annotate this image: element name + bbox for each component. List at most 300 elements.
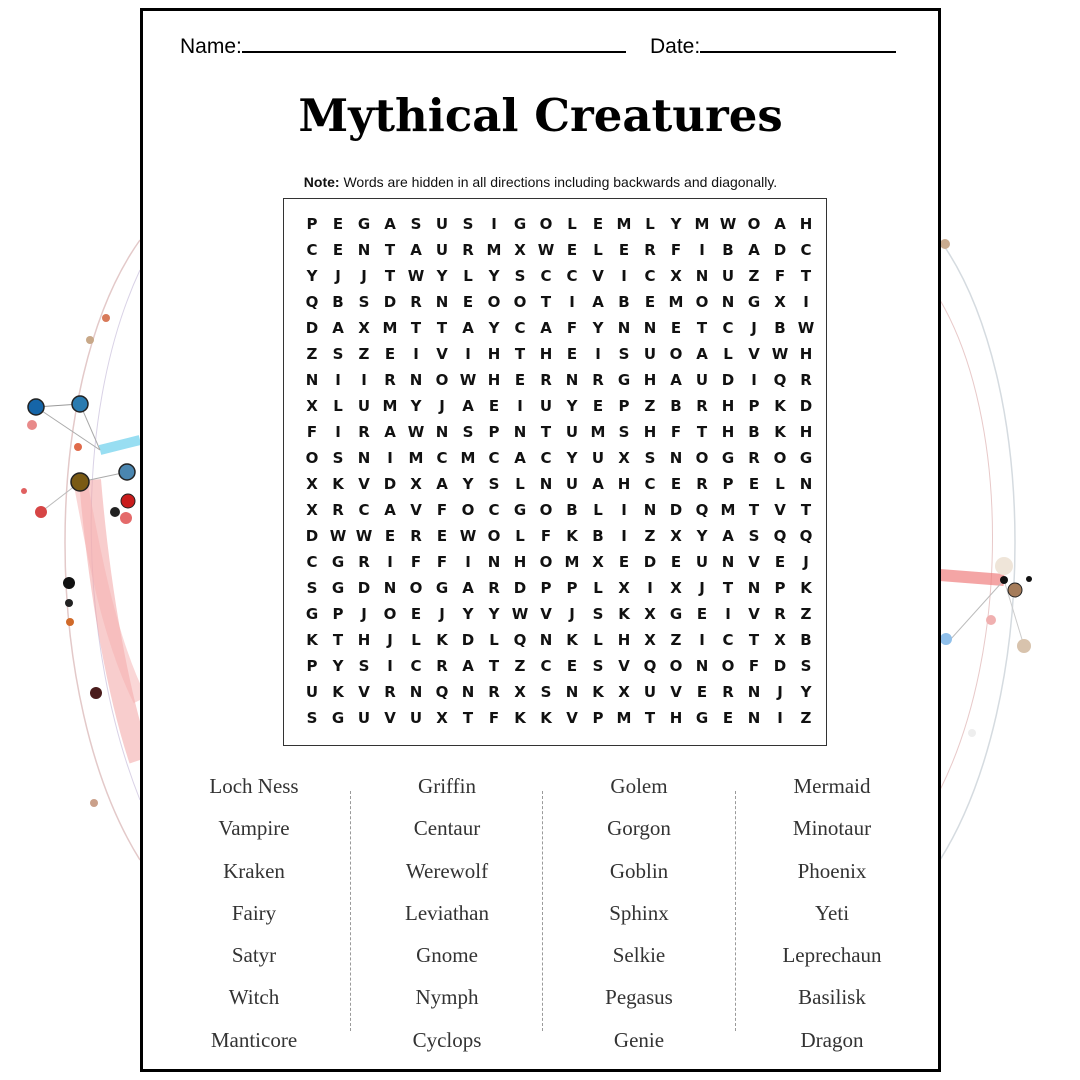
grid-letter[interactable]: M xyxy=(382,319,398,337)
grid-letter[interactable]: C xyxy=(410,657,422,675)
grid-letter[interactable]: O xyxy=(461,501,475,519)
grid-letter[interactable]: I xyxy=(647,579,653,597)
grid-letter[interactable]: J xyxy=(803,553,809,571)
grid-letter[interactable]: P xyxy=(332,605,344,623)
grid-letter[interactable]: X xyxy=(514,683,526,701)
grid-letter[interactable]: A xyxy=(384,423,396,441)
grid-letter[interactable]: L xyxy=(723,345,733,363)
grid-letter[interactable]: N xyxy=(565,371,579,389)
grid-letter[interactable]: E xyxy=(618,241,630,259)
grid-letter[interactable]: N xyxy=(305,371,319,389)
grid-letter[interactable]: X xyxy=(670,267,682,285)
grid-letter[interactable]: O xyxy=(747,215,761,233)
grid-letter[interactable]: Y xyxy=(670,215,682,233)
grid-letter[interactable]: K xyxy=(592,683,604,701)
grid-letter[interactable]: L xyxy=(593,501,603,519)
grid-letter[interactable]: S xyxy=(540,683,552,701)
grid-letter[interactable]: G xyxy=(617,371,631,389)
grid-letter[interactable]: P xyxy=(722,475,734,493)
grid-letter[interactable]: A xyxy=(462,657,474,675)
grid-letter[interactable]: O xyxy=(383,605,397,623)
grid-letter[interactable]: D xyxy=(513,579,527,597)
grid-letter[interactable]: R xyxy=(592,371,604,389)
grid-letter[interactable]: F xyxy=(488,709,500,727)
grid-letter[interactable]: N xyxy=(747,683,761,701)
grid-letter[interactable]: T xyxy=(748,631,760,649)
grid-letter[interactable]: M xyxy=(720,501,736,519)
grid-letter[interactable]: A xyxy=(384,501,396,519)
grid-letter[interactable]: O xyxy=(721,657,735,675)
grid-letter[interactable]: N xyxy=(513,423,527,441)
grid-letter[interactable]: V xyxy=(618,657,630,675)
grid-letter[interactable]: D xyxy=(305,319,319,337)
grid-letter[interactable]: Y xyxy=(488,605,500,623)
grid-letter[interactable]: F xyxy=(540,527,552,545)
grid-letter[interactable]: X xyxy=(306,501,318,519)
grid-letter[interactable]: C xyxy=(644,475,656,493)
name-field[interactable] xyxy=(180,31,626,59)
grid-letter[interactable]: T xyxy=(384,241,396,259)
grid-letter[interactable]: F xyxy=(670,241,682,259)
grid-letter[interactable]: E xyxy=(566,241,578,259)
grid-letter[interactable]: T xyxy=(514,345,526,363)
grid-letter[interactable]: C xyxy=(800,241,812,259)
grid-letter[interactable]: G xyxy=(331,553,345,571)
grid-letter[interactable]: E xyxy=(592,215,604,233)
grid-letter[interactable]: I xyxy=(621,267,627,285)
grid-letter[interactable]: I xyxy=(465,345,471,363)
grid-letter[interactable]: N xyxy=(643,501,657,519)
grid-letter[interactable]: X xyxy=(644,631,656,649)
grid-letter[interactable]: S xyxy=(462,215,474,233)
grid-letter[interactable]: E xyxy=(566,657,578,675)
grid-letter[interactable]: Z xyxy=(644,397,656,415)
grid-letter[interactable]: L xyxy=(463,267,473,285)
grid-letter[interactable]: L xyxy=(593,241,603,259)
grid-letter[interactable]: A xyxy=(410,241,422,259)
grid-letter[interactable]: D xyxy=(643,553,657,571)
grid-letter[interactable]: M xyxy=(616,709,632,727)
grid-letter[interactable]: H xyxy=(643,423,657,441)
grid-letter[interactable]: P xyxy=(540,579,552,597)
grid-letter[interactable]: I xyxy=(699,241,705,259)
grid-letter[interactable]: E xyxy=(722,709,734,727)
grid-letter[interactable]: K xyxy=(436,631,448,649)
grid-letter[interactable]: B xyxy=(774,319,786,337)
grid-letter[interactable]: R xyxy=(488,579,500,597)
grid-letter[interactable]: V xyxy=(748,553,760,571)
grid-letter[interactable]: X xyxy=(410,475,422,493)
grid-letter[interactable]: U xyxy=(565,475,579,493)
grid-letter[interactable]: N xyxy=(435,293,449,311)
grid-letter[interactable]: V xyxy=(670,683,682,701)
grid-letter[interactable]: Y xyxy=(696,527,708,545)
grid-letter[interactable]: A xyxy=(670,371,682,389)
grid-letter[interactable]: L xyxy=(515,527,525,545)
grid-letter[interactable]: O xyxy=(773,449,787,467)
grid-letter[interactable]: L xyxy=(593,579,603,597)
grid-letter[interactable]: E xyxy=(696,605,708,623)
grid-letter[interactable]: N xyxy=(669,449,683,467)
grid-letter[interactable]: X xyxy=(670,527,682,545)
grid-letter[interactable]: Q xyxy=(773,527,787,545)
grid-letter[interactable]: T xyxy=(540,293,552,311)
grid-letter[interactable]: K xyxy=(618,605,630,623)
grid-letter[interactable]: Q xyxy=(773,371,787,389)
grid-letter[interactable]: W xyxy=(797,319,815,337)
grid-letter[interactable]: C xyxy=(722,319,734,337)
grid-letter[interactable]: L xyxy=(515,475,525,493)
grid-letter[interactable]: G xyxy=(331,709,345,727)
grid-letter[interactable]: A xyxy=(436,475,448,493)
grid-letter[interactable]: W xyxy=(355,527,373,545)
grid-letter[interactable]: F xyxy=(748,657,760,675)
grid-letter[interactable]: B xyxy=(722,241,734,259)
grid-letter[interactable]: E xyxy=(566,345,578,363)
grid-letter[interactable]: C xyxy=(540,267,552,285)
grid-letter[interactable]: P xyxy=(566,579,578,597)
grid-letter[interactable]: I xyxy=(725,605,731,623)
grid-letter[interactable]: V xyxy=(748,605,760,623)
grid-letter[interactable]: G xyxy=(305,605,319,623)
grid-letter[interactable]: X xyxy=(306,475,318,493)
grid-letter[interactable]: O xyxy=(409,579,423,597)
grid-letter[interactable]: N xyxy=(721,553,735,571)
grid-letter[interactable]: K xyxy=(566,527,578,545)
grid-letter[interactable]: H xyxy=(799,423,813,441)
grid-letter[interactable]: A xyxy=(592,293,604,311)
grid-letter[interactable]: S xyxy=(618,423,630,441)
grid-letter[interactable]: R xyxy=(410,293,422,311)
grid-letter[interactable]: O xyxy=(487,293,501,311)
grid-letter[interactable]: P xyxy=(306,215,318,233)
grid-letter[interactable]: B xyxy=(618,293,630,311)
grid-letter[interactable]: S xyxy=(306,579,318,597)
grid-letter[interactable]: J xyxy=(699,579,705,597)
grid-letter[interactable]: H xyxy=(643,371,657,389)
grid-letter[interactable]: N xyxy=(409,683,423,701)
grid-letter[interactable]: N xyxy=(383,579,397,597)
grid-letter[interactable]: F xyxy=(410,553,422,571)
grid-letter[interactable]: V xyxy=(592,267,604,285)
grid-letter[interactable]: U xyxy=(435,215,449,233)
grid-letter[interactable]: R xyxy=(800,371,812,389)
grid-letter[interactable]: C xyxy=(488,449,500,467)
grid-letter[interactable]: N xyxy=(617,319,631,337)
grid-letter[interactable]: Y xyxy=(488,319,500,337)
grid-letter[interactable]: G xyxy=(799,449,813,467)
grid-letter[interactable]: W xyxy=(511,605,529,623)
grid-letter[interactable]: N xyxy=(721,293,735,311)
grid-letter[interactable]: O xyxy=(487,527,501,545)
grid-letter[interactable]: Z xyxy=(748,267,760,285)
grid-letter[interactable]: B xyxy=(670,397,682,415)
grid-letter[interactable]: W xyxy=(459,527,477,545)
grid-letter[interactable]: J xyxy=(361,267,367,285)
grid-letter[interactable]: W xyxy=(771,345,789,363)
grid-letter[interactable]: S xyxy=(462,423,474,441)
grid-letter[interactable]: U xyxy=(305,683,319,701)
grid-letter[interactable]: K xyxy=(774,397,786,415)
grid-letter[interactable]: I xyxy=(777,709,783,727)
grid-letter[interactable]: J xyxy=(777,683,783,701)
grid-letter[interactable]: C xyxy=(306,241,318,259)
grid-letter[interactable]: S xyxy=(592,657,604,675)
grid-letter[interactable]: P xyxy=(306,657,318,675)
grid-letter[interactable]: U xyxy=(643,345,657,363)
grid-letter[interactable]: R xyxy=(488,683,500,701)
grid-letter[interactable]: H xyxy=(487,345,501,363)
grid-letter[interactable]: R xyxy=(774,605,786,623)
grid-letter[interactable]: C xyxy=(644,267,656,285)
grid-letter[interactable]: L xyxy=(645,215,655,233)
grid-letter[interactable]: E xyxy=(774,553,786,571)
grid-letter[interactable]: S xyxy=(332,449,344,467)
grid-letter[interactable]: E xyxy=(748,475,760,493)
grid-letter[interactable]: A xyxy=(462,397,474,415)
grid-letter[interactable]: X xyxy=(618,683,630,701)
grid-letter[interactable]: Z xyxy=(800,605,812,623)
grid-letter[interactable]: Y xyxy=(566,397,578,415)
grid-letter[interactable]: S xyxy=(488,475,500,493)
grid-letter[interactable]: N xyxy=(565,683,579,701)
grid-letter[interactable]: J xyxy=(361,605,367,623)
grid-letter[interactable]: Y xyxy=(410,397,422,415)
grid-letter[interactable]: V xyxy=(748,345,760,363)
grid-letter[interactable]: V xyxy=(384,709,396,727)
grid-letter[interactable]: E xyxy=(670,553,682,571)
grid-letter[interactable]: F xyxy=(436,553,448,571)
grid-letter[interactable]: X xyxy=(514,241,526,259)
grid-letter[interactable]: R xyxy=(358,423,370,441)
grid-letter[interactable]: K xyxy=(566,631,578,649)
grid-letter[interactable]: O xyxy=(305,449,319,467)
grid-letter[interactable]: P xyxy=(774,579,786,597)
grid-letter[interactable]: D xyxy=(305,527,319,545)
grid-letter[interactable]: W xyxy=(537,241,555,259)
grid-letter[interactable]: P xyxy=(488,423,500,441)
grid-letter[interactable]: S xyxy=(514,267,526,285)
grid-letter[interactable]: L xyxy=(333,397,343,415)
grid-letter[interactable]: Z xyxy=(306,345,318,363)
grid-letter[interactable]: K xyxy=(540,709,552,727)
grid-letter[interactable]: U xyxy=(409,709,423,727)
grid-letter[interactable]: Y xyxy=(592,319,604,337)
grid-letter[interactable]: T xyxy=(722,579,734,597)
grid-letter[interactable]: C xyxy=(358,501,370,519)
grid-letter[interactable]: D xyxy=(383,475,397,493)
grid-letter[interactable]: S xyxy=(748,527,760,545)
grid-letter[interactable]: E xyxy=(332,241,344,259)
grid-letter[interactable]: P xyxy=(592,709,604,727)
grid-letter[interactable]: W xyxy=(329,527,347,545)
grid-letter[interactable]: I xyxy=(387,553,393,571)
grid-letter[interactable]: J xyxy=(439,397,445,415)
grid-letter[interactable]: H xyxy=(357,631,371,649)
grid-letter[interactable]: S xyxy=(618,345,630,363)
grid-letter[interactable]: A xyxy=(748,241,760,259)
grid-letter[interactable]: R xyxy=(410,527,422,545)
grid-letter[interactable]: F xyxy=(306,423,318,441)
grid-letter[interactable]: M xyxy=(486,241,502,259)
grid-letter[interactable]: Q xyxy=(513,631,527,649)
grid-letter[interactable]: L xyxy=(489,631,499,649)
grid-letter[interactable]: G xyxy=(513,215,527,233)
grid-letter[interactable]: H xyxy=(799,215,813,233)
grid-letter[interactable]: V xyxy=(774,501,786,519)
grid-letter[interactable]: I xyxy=(361,371,367,389)
grid-letter[interactable]: R xyxy=(748,449,760,467)
grid-letter[interactable]: Q xyxy=(695,501,709,519)
grid-letter[interactable]: H xyxy=(539,345,553,363)
grid-letter[interactable]: U xyxy=(591,449,605,467)
grid-letter[interactable]: G xyxy=(513,501,527,519)
grid-letter[interactable]: Y xyxy=(488,267,500,285)
grid-letter[interactable]: O xyxy=(435,371,449,389)
grid-letter[interactable]: I xyxy=(387,657,393,675)
grid-letter[interactable]: E xyxy=(436,527,448,545)
grid-letter[interactable]: F xyxy=(670,423,682,441)
grid-letter[interactable]: O xyxy=(695,293,709,311)
grid-letter[interactable]: M xyxy=(564,553,580,571)
grid-letter[interactable]: N xyxy=(799,475,813,493)
grid-letter[interactable]: D xyxy=(669,501,683,519)
grid-letter[interactable]: X xyxy=(618,579,630,597)
grid-letter[interactable]: I xyxy=(387,449,393,467)
grid-letter[interactable]: U xyxy=(695,553,709,571)
grid-letter[interactable]: S xyxy=(332,345,344,363)
grid-letter[interactable]: N xyxy=(643,319,657,337)
grid-letter[interactable]: N xyxy=(695,657,709,675)
grid-letter[interactable]: U xyxy=(435,241,449,259)
grid-letter[interactable]: T xyxy=(436,319,448,337)
grid-letter[interactable]: Q xyxy=(643,657,657,675)
grid-letter[interactable]: R xyxy=(358,553,370,571)
grid-letter[interactable]: K xyxy=(332,683,344,701)
grid-letter[interactable]: X xyxy=(774,293,786,311)
grid-letter[interactable]: A xyxy=(332,319,344,337)
grid-letter[interactable]: C xyxy=(566,267,578,285)
grid-letter[interactable]: J xyxy=(751,319,757,337)
grid-letter[interactable]: Y xyxy=(462,605,474,623)
grid-letter[interactable]: H xyxy=(513,553,527,571)
grid-letter[interactable]: E xyxy=(618,553,630,571)
grid-letter[interactable]: V xyxy=(358,475,370,493)
grid-letter[interactable]: B xyxy=(592,527,604,545)
grid-letter[interactable]: S xyxy=(410,215,422,233)
grid-letter[interactable]: U xyxy=(695,371,709,389)
grid-letter[interactable]: Z xyxy=(800,709,812,727)
grid-letter[interactable]: R xyxy=(696,397,708,415)
grid-letter[interactable]: I xyxy=(595,345,601,363)
grid-letter[interactable]: W xyxy=(459,371,477,389)
grid-letter[interactable]: D xyxy=(721,371,735,389)
grid-letter[interactable]: F xyxy=(774,267,786,285)
grid-letter[interactable]: M xyxy=(590,423,606,441)
grid-letter[interactable]: R xyxy=(384,371,396,389)
grid-letter[interactable]: H xyxy=(799,345,813,363)
grid-letter[interactable]: D xyxy=(357,579,371,597)
grid-letter[interactable]: C xyxy=(436,449,448,467)
grid-letter[interactable]: X xyxy=(774,631,786,649)
grid-letter[interactable]: F xyxy=(436,501,448,519)
grid-letter[interactable]: S xyxy=(306,709,318,727)
grid-letter[interactable]: Q xyxy=(305,293,319,311)
grid-letter[interactable]: M xyxy=(460,449,476,467)
grid-letter[interactable]: Q xyxy=(799,527,813,545)
grid-letter[interactable]: J xyxy=(335,267,341,285)
grid-letter[interactable]: T xyxy=(332,631,344,649)
grid-letter[interactable]: B xyxy=(800,631,812,649)
grid-letter[interactable]: E xyxy=(488,397,500,415)
grid-letter[interactable]: C xyxy=(488,501,500,519)
grid-letter[interactable]: B xyxy=(566,501,578,519)
grid-letter[interactable]: U xyxy=(721,267,735,285)
grid-letter[interactable]: I xyxy=(621,527,627,545)
grid-letter[interactable]: E xyxy=(670,475,682,493)
grid-letter[interactable]: G xyxy=(747,293,761,311)
grid-letter[interactable]: R xyxy=(696,475,708,493)
grid-letter[interactable]: T xyxy=(800,501,812,519)
grid-letter[interactable]: W xyxy=(407,423,425,441)
grid-letter[interactable]: R xyxy=(722,683,734,701)
grid-letter[interactable]: X xyxy=(644,605,656,623)
grid-letter[interactable]: I xyxy=(465,553,471,571)
grid-letter[interactable]: R xyxy=(332,501,344,519)
grid-letter[interactable]: E xyxy=(462,293,474,311)
grid-letter[interactable]: H xyxy=(669,709,683,727)
grid-letter[interactable]: K xyxy=(800,579,812,597)
grid-letter[interactable]: G xyxy=(435,579,449,597)
grid-letter[interactable]: G xyxy=(721,449,735,467)
grid-letter[interactable]: L xyxy=(775,475,785,493)
grid-letter[interactable]: P xyxy=(618,397,630,415)
grid-letter[interactable]: H xyxy=(721,423,735,441)
grid-letter[interactable]: U xyxy=(539,397,553,415)
grid-letter[interactable]: O xyxy=(669,345,683,363)
grid-letter[interactable]: A xyxy=(722,527,734,545)
name-line[interactable] xyxy=(242,31,626,53)
grid-letter[interactable]: Q xyxy=(435,683,449,701)
grid-letter[interactable]: H xyxy=(617,475,631,493)
grid-letter[interactable]: Z xyxy=(644,527,656,545)
date-field[interactable] xyxy=(650,31,896,59)
grid-letter[interactable]: J xyxy=(439,605,445,623)
grid-letter[interactable]: I xyxy=(621,501,627,519)
grid-letter[interactable]: I xyxy=(517,397,523,415)
grid-letter[interactable]: H xyxy=(617,631,631,649)
grid-letter[interactable]: T xyxy=(488,657,500,675)
grid-letter[interactable]: Y xyxy=(436,267,448,285)
grid-letter[interactable]: E xyxy=(644,293,656,311)
grid-letter[interactable]: D xyxy=(773,241,787,259)
grid-letter[interactable]: W xyxy=(407,267,425,285)
grid-letter[interactable]: Y xyxy=(462,475,474,493)
grid-letter[interactable]: Z xyxy=(670,631,682,649)
grid-letter[interactable]: E xyxy=(592,397,604,415)
grid-letter[interactable]: X xyxy=(306,397,318,415)
grid-letter[interactable]: G xyxy=(669,605,683,623)
grid-letter[interactable]: T xyxy=(644,709,656,727)
grid-letter[interactable]: N xyxy=(357,241,371,259)
grid-letter[interactable]: T xyxy=(462,709,474,727)
grid-letter[interactable]: V xyxy=(358,683,370,701)
grid-letter[interactable]: N xyxy=(409,371,423,389)
grid-letter[interactable]: O xyxy=(513,293,527,311)
grid-letter[interactable]: E xyxy=(696,683,708,701)
grid-letter[interactable]: V xyxy=(540,605,552,623)
grid-letter[interactable]: A xyxy=(462,319,474,337)
